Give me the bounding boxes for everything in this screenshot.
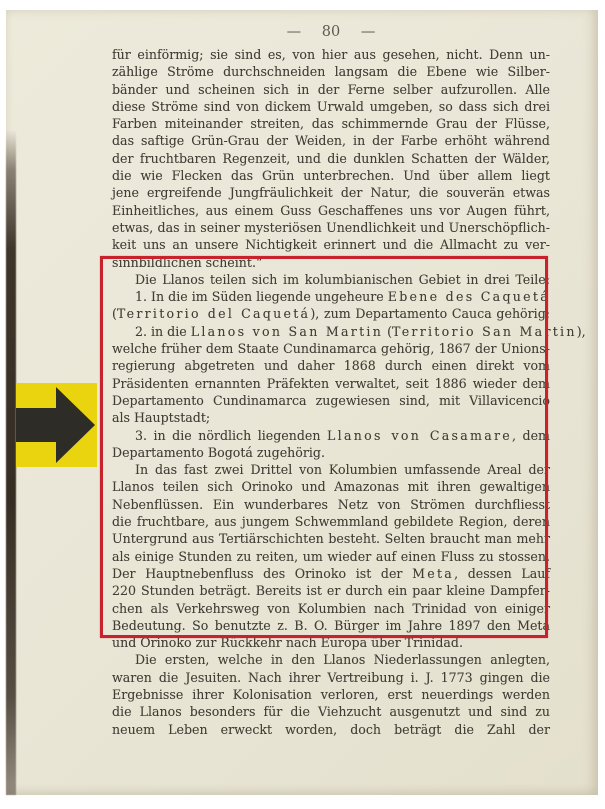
text-line: Untergrund aus Tertiärschichten besteht. Selten braucht man mehr — [112, 531, 550, 547]
text-line: als einige Stunden zu reiten, um wieder auf einen Fluss zu stossen. — [112, 548, 550, 564]
text-line: Ergebnisse ihrer Kolonisation verloren, erst neuerdings werden — [112, 686, 550, 702]
text-line: Der Hauptnebenfluss des Orinoko ist der Meta, dessen Lauf — [112, 565, 550, 581]
right-arrow-icon — [16, 383, 97, 467]
text-line: sinnbildlichen scheint.“ — [112, 254, 263, 270]
text-line: Präsidenten ernannten Präfekten verwaltet, seit 1886 wieder dem — [112, 375, 550, 391]
page-edge-shadow — [6, 130, 16, 795]
text-line: neuem Leben erweckt worden, doch beträgt die Zahl der — [112, 721, 550, 737]
text-line: für einförmig; sie sind es, von hier aus gesehen, nicht. Denn un- — [112, 47, 550, 62]
text-line: Departamento Bogotá zugehörig. — [112, 444, 325, 460]
text-line: etwas, das in seiner mysteriösen Unendlichkeit und Unerschöpflich- — [112, 219, 550, 235]
text-line: Die Llanos teilen sich im kolumbianischen Gebiet in drei Teile: — [135, 271, 550, 287]
text-line: die fruchtbare, aus jungem Schwemmland gebildete Region, deren — [112, 514, 550, 530]
highlight-box — [100, 256, 586, 638]
text-line: das saftige Grün-Grau der Weiden, in der Farbe erhöht während — [112, 133, 550, 149]
text-line: welche früher dem Staate Cundinamarca gehörig, 1867 der Unions- — [112, 341, 550, 357]
text-line: die wie Flecken das Grün unterbrechen. Und über allem liegt — [112, 168, 550, 184]
text-line: regierung abgetreten und daher 1868 durch einen direkt vom — [112, 358, 550, 374]
text-line: als Hauptstadt; — [112, 410, 211, 426]
arrow-marker — [16, 383, 97, 467]
text-line: 2. in die Llanos von San Martin (Territorio San Martin), — [135, 323, 586, 339]
text-line: der fruchtbaren Regenzeit, und die dunklen Schatten der Wälder, — [112, 150, 550, 166]
page-number: — 80 — — [286, 24, 376, 40]
text-line: 1. In die im Süden liegende ungeheure Ebene des Caquetá — [135, 289, 550, 305]
text-line: jene ergreifende Jungfräulichkeit der Natur, die souverän etwas — [112, 185, 550, 201]
text-line: Farben miteinander streiten, das schimmernde Grau der Flüsse, — [112, 116, 550, 132]
text-line: chen als Verkehrsweg von Kolumbien nach Trinidad von einiger — [112, 600, 550, 616]
text-line: 3. in die nördlich liegenden Llanos von Casamare, dem — [135, 427, 551, 443]
text-line: Nebenflüssen. Ein wunderbares Netz von Strömen durchfliesst — [112, 496, 550, 512]
text-line: Die ersten, welche in den Llanos Niederlassungen anlegten, — [135, 652, 550, 668]
text-line: 220 Stunden beträgt. Bereits ist er durch ein paar kleine Dampfer- — [112, 583, 550, 599]
text-line: Departamento Cundinamarca zugewiesen sind, mit Villavicencio — [112, 392, 550, 408]
text-line: In das fast zwei Drittel von Kolumbien umfassende Areal der — [135, 462, 550, 478]
text-line: Einheitliches, aus einem Guss Geschaffenes uns vor Augen führt, — [112, 202, 550, 218]
text-line: keit uns an unsere Nichtigkeit erinnert und die Allmacht zu ver- — [112, 237, 550, 253]
text-line: zählige Ströme durchschneiden langsam die Ebene wie Silber- — [112, 64, 550, 80]
text-line: Llanos teilen sich Orinoko und Amazonas mit ihren gewaltigen — [112, 479, 550, 495]
text-line: Bedeutung. So benutzte z. B. O. Bürger im Jahre 1897 den Meta — [112, 617, 550, 633]
text-line: die Llanos besonders für die Viehzucht ausgenutzt und sind zu — [112, 704, 550, 720]
text-line: diese Ströme sind von dickem Urwald umgeben, so dass sich drei — [112, 98, 550, 114]
text-line: und Orinoko zur Rückkehr nach Europa über Trinidad. — [112, 635, 463, 651]
text-line: waren die Jesuiten. Nach ihrer Vertreibung i. J. 1773 gingen die — [112, 669, 550, 685]
text-line: bänder und scheinen sich in der Ferne selber aufzurollen. Alle — [112, 81, 550, 97]
text-line: (Territorio del Caquetá), zum Departamento Cauca gehörig; — [112, 306, 550, 322]
